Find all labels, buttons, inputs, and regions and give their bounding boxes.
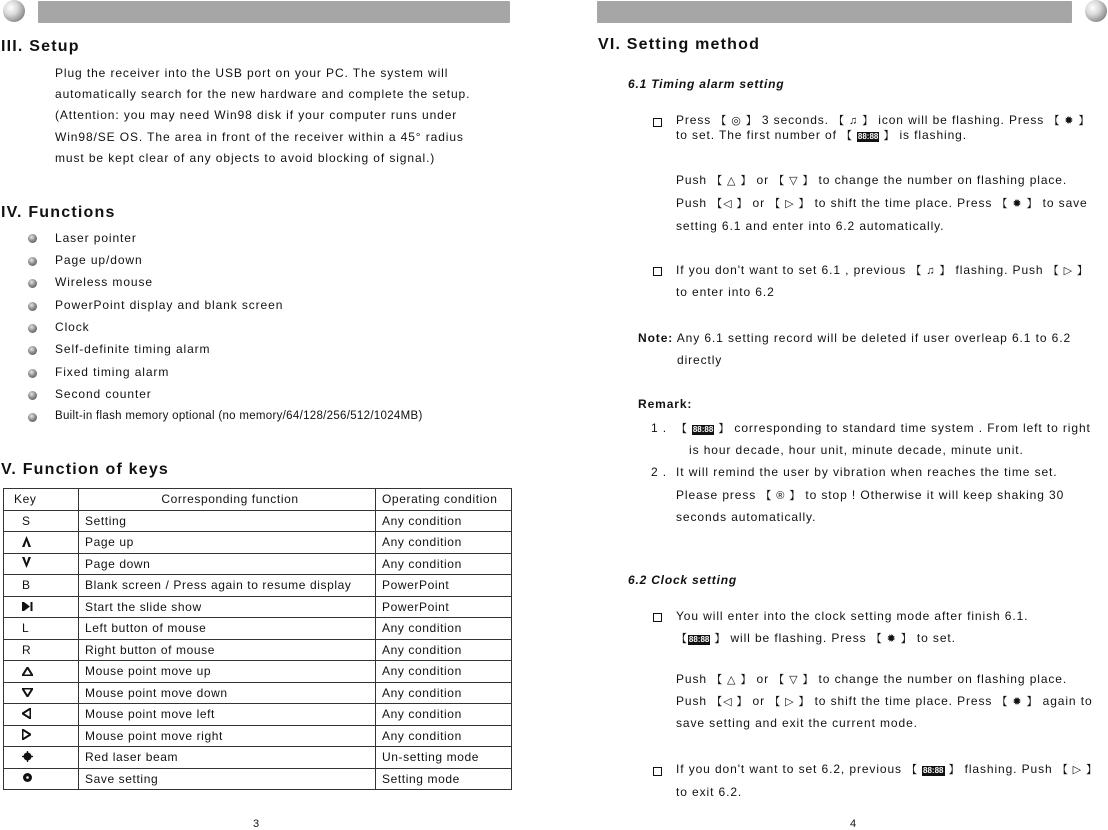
key-cell [4, 661, 79, 683]
bullet-icon [28, 324, 37, 333]
remark-2-line3: seconds automatically. [676, 510, 817, 524]
function-item: Built-in flash memory optional (no memory/64/128/256/512/1024MB) [55, 410, 423, 422]
note-line2: directly [677, 353, 723, 367]
page-number-left: 3 [253, 818, 260, 830]
condition-cell: Any condition [376, 618, 512, 640]
header-function: Corresponding function [79, 489, 376, 511]
function-cell: Left button of mouse [79, 618, 376, 640]
bullet-icon [28, 413, 37, 422]
up-icon [22, 536, 31, 550]
note-line1: Note: Any 6.1 setting record will be deleted if user overleap 6.1 to 6.2 [638, 331, 1072, 345]
setting-method-title: VI. Setting method [598, 36, 761, 53]
s61-p1-line2: Push 【◁ 】 or 【 ▷ 】 to shift the time place. Press 【 ✹ 】 to save [676, 196, 1088, 210]
bullet-icon [28, 391, 37, 400]
s61-b1-line1: Press 【 ◎ 】 3 seconds. 【 ♫ 】 icon will be flashing. Press 【 ✹ 】 [676, 113, 1091, 127]
setup-title: III. Setup [1, 38, 80, 55]
condition-cell: Any condition [376, 532, 512, 554]
stop-button-icon: 【 ® 】 [760, 490, 802, 502]
table-row [4, 682, 512, 704]
move-up-icon [22, 665, 33, 679]
table-row [4, 596, 512, 618]
condition-cell: Any condition [376, 639, 512, 661]
function-item: Page up/down [55, 253, 143, 267]
s61-b2-line2: to enter into 6.2 [676, 285, 775, 299]
key-cell [4, 596, 79, 618]
up-arrow-icon: 【 △ 】 [711, 674, 753, 686]
right-arrow-icon: 【 ▷ 】 [769, 198, 811, 210]
save-button-icon: 【 ✹ 】 [996, 696, 1039, 708]
bullet-icon [28, 302, 37, 311]
right-header-bar [597, 1, 1072, 23]
table-row [4, 704, 512, 726]
bullet-icon [28, 346, 37, 355]
function-cell: Page up [79, 532, 376, 554]
square-bullet-icon [653, 613, 662, 622]
key-cell: L [4, 618, 79, 640]
table-row [4, 575, 512, 597]
note-label: Note: [638, 331, 674, 345]
function-item: Self-definite timing alarm [55, 342, 211, 356]
function-item: Laser pointer [55, 231, 137, 245]
s62-b2-line2: to exit 6.2. [676, 785, 743, 799]
table-row [4, 510, 512, 532]
save-button-icon: 【 ✹ 】 [1048, 115, 1091, 127]
table-row [4, 553, 512, 575]
left-corner-ball-icon [3, 0, 25, 22]
right-arrow-icon: 【 ▷ 】 [769, 696, 811, 708]
bullet-icon [28, 257, 37, 266]
setup-line-1: Plug the receiver into the USB port on your PC. The system will [55, 66, 449, 80]
digit-display-icon: 88:88 [857, 132, 879, 141]
s61-p1-line1: Push 【 △ 】 or 【 ▽ 】 to change the number on flashing place. [676, 173, 1068, 187]
left-arrow-icon: 【◁ 】 [711, 696, 749, 708]
right-arrow-icon: 【 ▷ 】 [1056, 764, 1098, 776]
key-cell [4, 704, 79, 726]
function-cell: Save setting [79, 768, 376, 790]
remark-num-1: 1 . [651, 421, 668, 435]
condition-cell: Any condition [376, 682, 512, 704]
condition-cell: Any condition [376, 725, 512, 747]
function-cell: Mouse point move left [79, 704, 376, 726]
table-row [4, 639, 512, 661]
remark-1-line2: is hour decade, hour unit, minute decade, minute unit. [689, 443, 1024, 457]
section-6-2-title: 6.2 Clock setting [628, 573, 737, 587]
page-number-right: 4 [850, 818, 857, 830]
square-bullet-icon [653, 267, 662, 276]
move-right-icon [22, 729, 31, 743]
set-button-icon: 【 ◎ 】 [715, 115, 758, 127]
function-cell: Setting [79, 510, 376, 532]
function-cell: Mouse point move up [79, 661, 376, 683]
down-icon [22, 557, 31, 571]
function-cell: Red laser beam [79, 747, 376, 769]
function-cell: Start the slide show [79, 596, 376, 618]
save-button-icon: 【 ✹ 】 [870, 633, 913, 645]
key-cell [4, 532, 79, 554]
key-cell [4, 768, 79, 790]
up-arrow-icon: 【 △ 】 [711, 175, 753, 187]
bullet-icon [28, 234, 37, 243]
key-cell: R [4, 639, 79, 661]
s61-p1-line3: setting 6.1 and enter into 6.2 automatically. [676, 219, 945, 233]
down-arrow-icon: 【 ▽ 】 [773, 674, 815, 686]
table-row [4, 618, 512, 640]
remark-title: Remark: [638, 397, 693, 411]
table-header-row [4, 489, 512, 511]
function-item: PowerPoint display and blank screen [55, 298, 284, 312]
setup-line-5: must be kept clear of any objects to avoid blocking of signal.) [55, 151, 436, 165]
left-arrow-icon: 【◁ 】 [711, 198, 749, 210]
save-icon [22, 772, 33, 786]
key-cell [4, 725, 79, 747]
function-cell: Page down [79, 553, 376, 575]
function-item: Fixed timing alarm [55, 365, 170, 379]
table-row [4, 768, 512, 790]
move-down-icon [22, 686, 33, 700]
condition-cell: PowerPoint [376, 596, 512, 618]
s61-b1-line2: to set. The first number of 【 88:88 】 is flashing. [676, 128, 967, 142]
condition-cell: Any condition [376, 661, 512, 683]
key-cell [4, 553, 79, 575]
s61-b2-line1: If you don't want to set 6.1 , previous 【 ♫ 】 flashing. Push 【 ▷ 】 [676, 263, 1089, 277]
s62-p1-line3: save setting and exit the current mode. [676, 716, 918, 730]
functions-title: IV. Functions [1, 204, 116, 221]
key-cell: B [4, 575, 79, 597]
condition-cell: Un-setting mode [376, 747, 512, 769]
digit-display-icon: 88:88 [692, 425, 714, 434]
table-row [4, 747, 512, 769]
condition-cell: PowerPoint [376, 575, 512, 597]
laser-icon [22, 751, 33, 765]
key-cell [4, 747, 79, 769]
s62-b2-line1: If you don't want to set 6.2, previous 【 88:88 】 flashing. Push 【 ▷ 】 [676, 762, 1098, 776]
setup-line-4: Win98/SE OS. The area in front of the receiver within a 45° radius [55, 130, 464, 144]
bullet-icon [28, 279, 37, 288]
table-row [4, 725, 512, 747]
right-corner-ball-icon [1085, 0, 1107, 22]
alarm-bell-icon: 【 ♫ 】 [910, 265, 952, 277]
condition-cell: Any condition [376, 553, 512, 575]
header-condition: Operating condition [376, 489, 512, 511]
remark-1-line1: 【 88:88 】 corresponding to standard time system . From left to right [676, 421, 1091, 435]
table-row [4, 661, 512, 683]
condition-cell: Any condition [376, 510, 512, 532]
function-item: Wireless mouse [55, 275, 153, 289]
remark-2-line1: It will remind the user by vibration when reaches the time set. [676, 465, 1058, 479]
s62-b1-line2: 【88:88 】 will be flashing. Press 【 ✹ 】 to set. [676, 631, 956, 645]
remark-num-2: 2 . [651, 465, 668, 479]
header-key: Key [4, 489, 79, 511]
key-cell [4, 682, 79, 704]
alarm-bell-icon: 【 ♫ 】 [833, 115, 875, 127]
square-bullet-icon [653, 118, 662, 127]
function-cell: Mouse point move right [79, 725, 376, 747]
function-cell: Right button of mouse [79, 639, 376, 661]
table-row [4, 532, 512, 554]
section-6-1-title: 6.1 Timing alarm setting [628, 77, 785, 91]
s62-p1-line2: Push 【◁ 】 or 【 ▷ 】 to shift the time place. Press 【 ✹ 】 again to [676, 694, 1093, 708]
digit-display-icon: 88:88 [688, 635, 710, 644]
remark-2-line2: Please press 【 ® 】 to stop ! Otherwise it will keep shaking 30 [676, 488, 1065, 502]
right-arrow-icon: 【 ▷ 】 [1047, 265, 1089, 277]
keys-title: V. Function of keys [1, 461, 170, 478]
keys-table [3, 488, 512, 790]
s62-p1-line1: Push 【 △ 】 or 【 ▽ 】 to change the number on flashing place. [676, 672, 1068, 686]
square-bullet-icon [653, 767, 662, 776]
condition-cell: Any condition [376, 704, 512, 726]
key-cell: S [4, 510, 79, 532]
setup-line-3: (Attention: you may need Win98 disk if your computer runs under [55, 108, 458, 122]
setup-line-2: automatically search for the new hardware and complete the setup. [55, 87, 471, 101]
bullet-icon [28, 369, 37, 378]
function-item: Clock [55, 320, 90, 334]
slideshow-icon [22, 600, 33, 614]
save-button-icon: 【 ✹ 】 [996, 198, 1039, 210]
s62-b1-line1: You will enter into the clock setting mode after finish 6.1. [676, 609, 1029, 623]
down-arrow-icon: 【 ▽ 】 [773, 175, 815, 187]
function-item: Second counter [55, 387, 152, 401]
condition-cell: Setting mode [376, 768, 512, 790]
move-left-icon [22, 708, 31, 722]
digit-display-icon: 88:88 [923, 766, 944, 775]
function-cell: Blank screen / Press again to resume display [79, 575, 376, 597]
function-cell: Mouse point move down [79, 682, 376, 704]
left-header-bar [38, 1, 510, 23]
